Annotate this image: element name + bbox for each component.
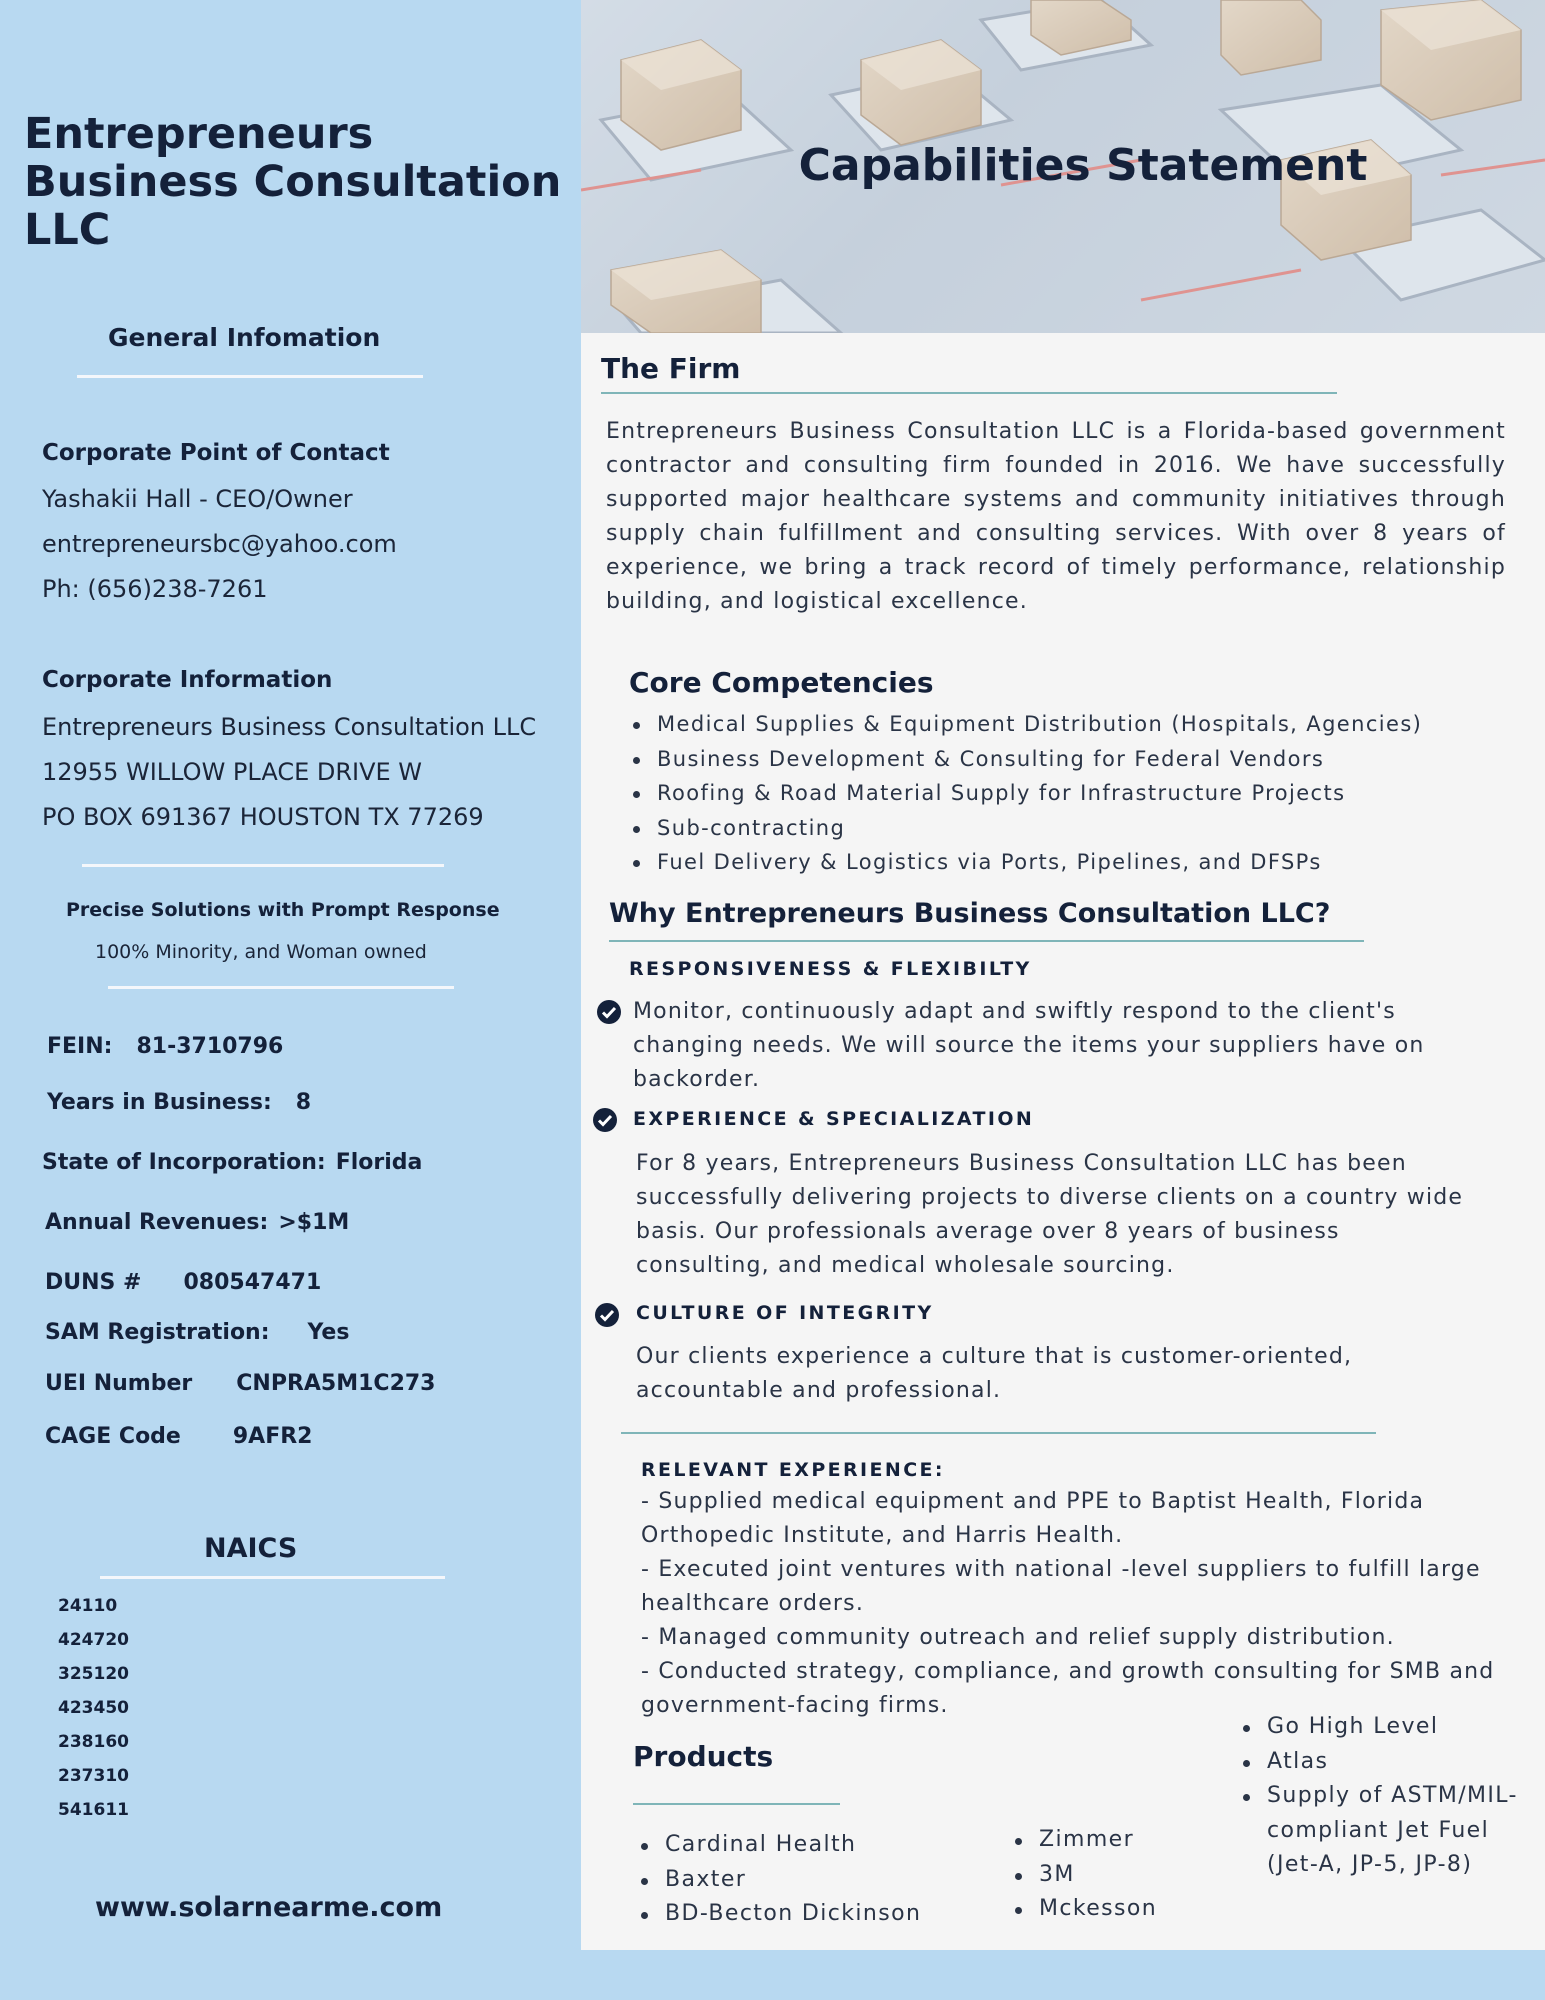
firm-description: Entrepreneurs Business Consultation LLC is a Florida-based government contractor and consulting firm founded in 2016. We have successfully supported major healthcare systems and community initiatives through supply chain fulfillment and consulting services. With over 8 years of experience, we bring a track record of timely performance, relationship building, and logistical excellence. (606, 419, 1506, 614)
fact-revenue: Annual Revenues: >$1M (45, 1210, 350, 1235)
responsiveness-title: RESPONSIVENESS & FLEXIBILTY (629, 958, 1032, 980)
contact-label: Corporate Point of Contact (42, 440, 390, 466)
fact-uei: UEI Number CNPRA5M1C273 (45, 1371, 436, 1396)
divider (100, 1576, 445, 1579)
fact-state: State of Incorporation: Florida (42, 1150, 423, 1175)
company-title: Entrepreneurs Business Consultation LLC (24, 109, 562, 255)
list-item: Supply of ASTM/MIL-compliant Jet Fuel (Jet-A, JP-5, JP-8) (1239, 1779, 1529, 1883)
divider (77, 375, 423, 378)
core-competencies-heading: Core Competencies (629, 666, 934, 699)
list-item: Baxter (637, 1863, 921, 1898)
list-item: - Conducted strategy, compliance, and growth consulting for SMB and government-facing firms. (641, 1659, 1495, 1718)
divider (609, 940, 1364, 942)
list-item: BD-Becton Dickinson (637, 1897, 921, 1932)
list-item: Zimmer (1011, 1823, 1157, 1858)
main-content (581, 0, 1545, 1950)
culture-text: Our clients experience a culture that is customer-oriented, accountable and professional. (636, 1344, 1353, 1403)
list-item: 3M (1011, 1858, 1157, 1893)
relevant-experience-heading: RELEVANT EXPERIENCE: (641, 1459, 945, 1481)
experience-text: For 8 years, Entrepreneurs Business Consultation LLC has been successfully delivering projects to diverse clients on a country wide basis. Our professionals average over 8 years of business consulting, and medical wholesale sourcing. (636, 1151, 1464, 1278)
list-item: - Supplied medical equipment and PPE to Baptist Health, Florida Orthopedic Institute, and Harris Health. (641, 1489, 1425, 1548)
list-item: Sub-contracting (629, 811, 1422, 846)
naics-code: 237310 (58, 1766, 129, 1786)
divider (82, 864, 444, 867)
list-item: Go High Level (1239, 1710, 1529, 1745)
naics-code: 423450 (58, 1698, 129, 1718)
fact-cage: CAGE Code 9AFR2 (45, 1424, 313, 1449)
corp-info-label: Corporate Information (42, 667, 333, 693)
fact-duns: DUNS # 080547471 (45, 1270, 322, 1295)
culture-title: CULTURE OF INTEGRITY (636, 1302, 934, 1324)
naics-heading: NAICS (204, 1533, 298, 1564)
responsiveness-text: Monitor, continuously adapt and swiftly respond to the client's changing needs. We will source the items your suppliers have on backorder. (633, 999, 1425, 1092)
divider (621, 1432, 1376, 1434)
relevant-experience-list (641, 1485, 1521, 1723)
list-item: Atlas (1239, 1745, 1529, 1780)
products-list-col2 (1011, 1823, 1157, 1927)
contact-phone: Ph: (656)238-7261 (42, 575, 268, 603)
naics-code: 24110 (58, 1596, 118, 1616)
check-circle-icon (593, 1108, 617, 1132)
list-item: Business Development & Consulting for Federal Vendors (629, 742, 1422, 777)
divider (601, 392, 1337, 394)
why-heading: Why Entrepreneurs Business Consultation LLC? (609, 898, 1331, 929)
corp-address-line1: 12955 WILLOW PLACE DRIVE W (42, 758, 423, 786)
divider (633, 1803, 840, 1805)
general-info-heading: General Infomation (108, 323, 381, 352)
check-circle-icon (597, 1000, 621, 1024)
corp-name: Entrepreneurs Business Consultation LLC (42, 713, 537, 741)
naics-code: 325120 (58, 1664, 129, 1684)
hero-banner (581, 0, 1545, 333)
list-item: - Executed joint ventures with national -level suppliers to fulfill large healthcare orders. (641, 1557, 1481, 1616)
ownership-note: 100% Minority, and Woman owned (95, 941, 427, 963)
corp-address-line2: PO BOX 691367 HOUSTON TX 77269 (42, 803, 484, 831)
tagline: Precise Solutions with Prompt Response (66, 899, 500, 921)
fact-years: Years in Business: 8 (47, 1090, 312, 1115)
list-item: Mckesson (1011, 1892, 1157, 1927)
contact-email: entrepreneursbc@yahoo.com (42, 530, 397, 558)
fact-fein: FEIN: 81-3710796 (47, 1034, 284, 1059)
page-title: Capabilities Statement (798, 140, 1368, 191)
naics-code: 424720 (58, 1630, 129, 1650)
list-item: Roofing & Road Material Supply for Infrastructure Projects (629, 776, 1422, 811)
list-item: - Managed community outreach and relief supply distribution. (641, 1625, 1395, 1650)
naics-code: 238160 (58, 1732, 129, 1752)
list-item: Medical Supplies & Equipment Distribution (Hospitals, Agencies) (629, 707, 1422, 742)
website-link[interactable]: www.solarnearme.com (95, 1892, 443, 1923)
core-competencies-list (629, 707, 1422, 880)
contact-name: Yashakii Hall - CEO/Owner (42, 485, 353, 513)
check-circle-icon (595, 1303, 619, 1327)
list-item: Fuel Delivery & Logistics via Ports, Pipelines, and DFSPs (629, 845, 1422, 880)
divider (108, 986, 454, 989)
list-item: Cardinal Health (637, 1828, 921, 1863)
products-list-col1 (637, 1828, 921, 1932)
firm-heading: The Firm (601, 352, 741, 385)
experience-title: EXPERIENCE & SPECIALIZATION (633, 1108, 1035, 1130)
products-heading: Products (633, 1740, 774, 1773)
naics-code: 541611 (58, 1800, 129, 1820)
left-sidebar (0, 0, 581, 2000)
fact-sam: SAM Registration: Yes (45, 1320, 350, 1345)
products-list-col3 (1239, 1710, 1529, 1883)
